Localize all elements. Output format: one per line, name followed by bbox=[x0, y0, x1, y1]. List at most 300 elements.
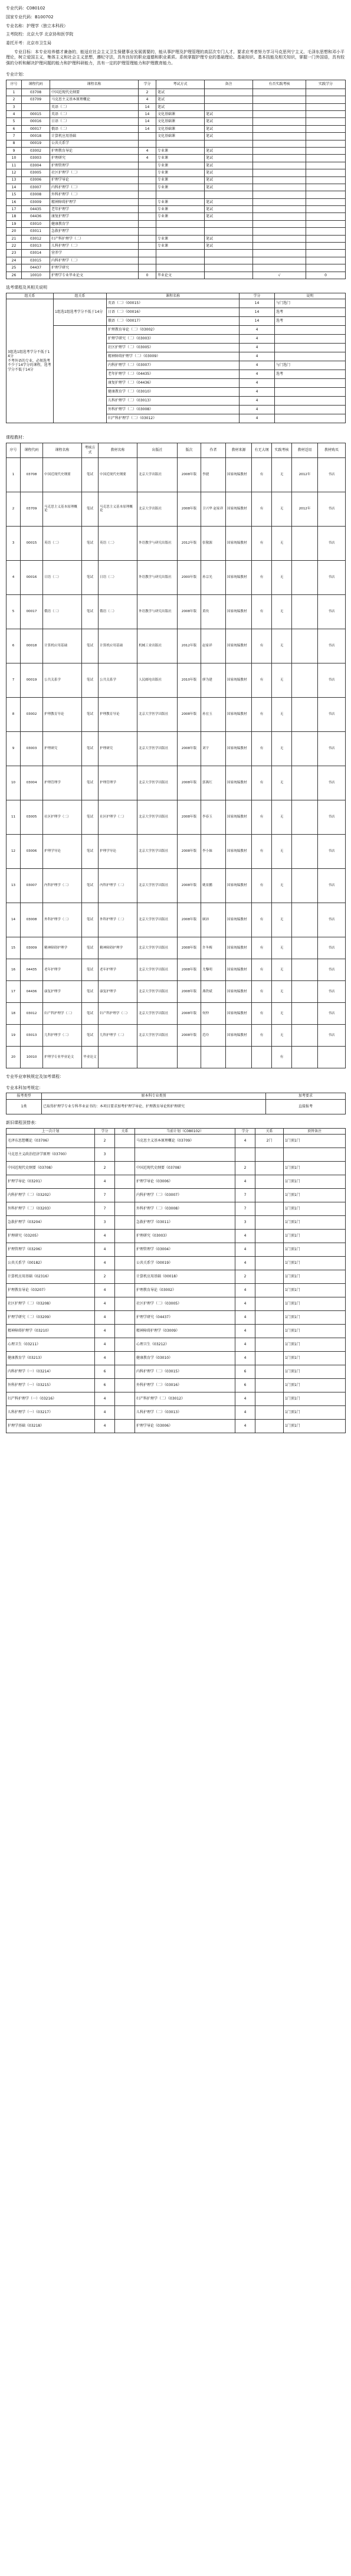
table-cell: 00016 bbox=[21, 560, 43, 594]
table-cell: 书店 bbox=[318, 766, 346, 800]
table-cell: 护理学研究（二）《03209》 bbox=[6, 1311, 95, 1325]
table-cell: 公共关系学 bbox=[99, 663, 137, 697]
table-cell: 专业课 bbox=[156, 162, 205, 169]
column-header: 教材适用 bbox=[292, 443, 318, 457]
table-cell: 计算机应用基础《00018》 bbox=[135, 1270, 235, 1284]
table-cell bbox=[306, 184, 346, 191]
table-cell: 笔试 bbox=[82, 697, 99, 731]
table-cell: 儿科护理学（二）《03013》 bbox=[135, 1406, 235, 1420]
table-cell: 4 bbox=[235, 1297, 255, 1311]
table-cell: 1类 bbox=[6, 1099, 42, 1114]
table-cell: 1门顶1门 bbox=[284, 1352, 346, 1365]
table-cell: 笔试 bbox=[156, 96, 205, 103]
course-note: 选考 bbox=[275, 317, 346, 326]
table-cell: 笔试 bbox=[205, 118, 253, 125]
table-cell: 护理管理学《03004》 bbox=[135, 1243, 235, 1257]
table-cell: 有 bbox=[252, 834, 272, 868]
table-row bbox=[6, 526, 346, 560]
table-cell: 4 bbox=[95, 1175, 115, 1189]
table-cell: 有 bbox=[252, 1002, 272, 1024]
table-cell bbox=[292, 526, 318, 560]
table-row bbox=[6, 326, 346, 335]
table-cell: 笔试 bbox=[82, 766, 99, 800]
table-cell bbox=[253, 96, 306, 103]
table-cell: 03013 bbox=[21, 1024, 43, 1046]
course-credit: 4 bbox=[240, 361, 275, 370]
table-cell: 外科护理学（二）《03016》 bbox=[135, 1379, 235, 1392]
table-row bbox=[6, 663, 346, 697]
table-cell: 书店 bbox=[318, 594, 346, 629]
table-cell: 1门顶1门 bbox=[284, 1135, 346, 1148]
table-cell bbox=[115, 1392, 135, 1406]
table-cell bbox=[306, 89, 346, 96]
table-cell bbox=[253, 220, 306, 227]
table-cell: 内科护理学（二）《03202》 bbox=[6, 1189, 95, 1202]
table-cell bbox=[139, 235, 156, 242]
table-cell: 精神障碍护理学 bbox=[50, 198, 139, 205]
table-cell: 卫兴华 赵家祥 bbox=[201, 492, 226, 526]
table-cell: 7 bbox=[6, 663, 21, 697]
table-row bbox=[6, 96, 346, 103]
table-cell: 公共关系学 bbox=[43, 663, 82, 697]
table-cell: 急救护理学《03011》 bbox=[135, 1216, 235, 1230]
table-cell: 12 bbox=[6, 834, 21, 868]
table-cell: 书店 bbox=[318, 980, 346, 1002]
table-cell: 00017 bbox=[21, 594, 43, 629]
table-cell bbox=[253, 103, 306, 110]
table-cell: 笔试 bbox=[82, 731, 99, 766]
table-cell: 计算机应用基础 bbox=[50, 133, 139, 140]
table-cell bbox=[139, 228, 156, 235]
table-cell: 无 bbox=[272, 1024, 292, 1046]
table-cell: 护理教育导论 bbox=[43, 697, 82, 731]
table-cell: 7 bbox=[6, 133, 22, 140]
table-row bbox=[6, 89, 346, 96]
table-cell bbox=[205, 103, 253, 110]
table-row bbox=[6, 959, 346, 980]
table-row bbox=[6, 980, 346, 1002]
table-cell: 4 bbox=[6, 110, 22, 117]
table-cell: 专业课 bbox=[156, 198, 205, 205]
table-cell: 4 bbox=[235, 1338, 255, 1352]
table-cell: 英语（二） bbox=[50, 110, 139, 117]
table-cell: 3 bbox=[235, 1216, 255, 1230]
table-cell bbox=[178, 1046, 201, 1068]
table-cell: 俄语（二） bbox=[43, 594, 82, 629]
course-credit: 4 bbox=[240, 344, 275, 352]
table-cell: 6 bbox=[235, 1365, 255, 1379]
table-cell: 护理学导论《03006》 bbox=[135, 1175, 235, 1189]
table-cell: 4 bbox=[235, 1230, 255, 1243]
table-cell: 23 bbox=[6, 250, 22, 257]
table-cell: 笔试 bbox=[82, 663, 99, 697]
table-cell: 03709 bbox=[22, 96, 50, 103]
column-header: 关系 bbox=[115, 1128, 135, 1135]
table-cell: 笔试 bbox=[82, 492, 99, 526]
table-cell: 护理教育导论《03002》 bbox=[135, 1284, 235, 1297]
course-name: 健康教育学（二）《03010》 bbox=[107, 388, 240, 397]
table-cell bbox=[255, 1230, 284, 1243]
table-cell: 内科护理学（二）《03015》 bbox=[135, 1365, 235, 1379]
table-cell: 21 bbox=[6, 235, 22, 242]
table-cell: 护理教育导论 bbox=[99, 697, 137, 731]
table-cell: 健康教育学 bbox=[50, 220, 139, 227]
table-cell: 直接报考 bbox=[266, 1099, 346, 1114]
transfer-title: 新旧课程顶替表： bbox=[6, 1120, 39, 1125]
table-cell: 2008年版 bbox=[178, 697, 201, 731]
graduation-subtitle: 专业本科加考规定： bbox=[6, 1085, 43, 1090]
table-cell bbox=[253, 140, 306, 147]
table-cell: 2008年版 bbox=[178, 492, 201, 526]
table-row bbox=[6, 629, 346, 663]
table-cell: 精神障碍护理学 bbox=[43, 937, 82, 959]
table-cell bbox=[156, 228, 205, 235]
table-cell bbox=[226, 1046, 252, 1068]
table-cell: 康复护理学 bbox=[43, 980, 82, 1002]
table-cell: 尤黎明 bbox=[201, 959, 226, 980]
transfer-table bbox=[6, 1128, 346, 1434]
table-cell: 英语（二） bbox=[43, 526, 82, 560]
table-cell: 内科护理学（二） bbox=[50, 184, 139, 191]
table-cell: 4 bbox=[235, 1135, 255, 1148]
table-cell: 4 bbox=[235, 1284, 255, 1297]
table-cell: 无 bbox=[272, 937, 292, 959]
table-cell: 1门顶1门 bbox=[284, 1420, 346, 1433]
table-cell bbox=[115, 1406, 135, 1420]
textbooks-title: 课程教材： bbox=[6, 435, 27, 440]
table-cell: 笔试 bbox=[82, 457, 99, 492]
table-row bbox=[6, 1365, 346, 1379]
table-cell: 国家统编教材 bbox=[226, 800, 252, 834]
table-cell: 护理研究《03003》 bbox=[135, 1230, 235, 1243]
table-cell: 有 bbox=[252, 980, 272, 1002]
table-cell: 社区护理学（二） bbox=[99, 800, 137, 834]
table-cell: 03008 bbox=[21, 903, 43, 937]
table-cell: 专业课 bbox=[156, 147, 205, 154]
table-cell bbox=[306, 147, 346, 154]
table-cell bbox=[115, 1338, 135, 1352]
table-cell: 03007 bbox=[21, 868, 43, 903]
table-cell bbox=[306, 133, 346, 140]
column-header: 版次 bbox=[178, 443, 201, 457]
table-row bbox=[6, 155, 346, 162]
table-cell: 2012年 bbox=[292, 492, 318, 526]
table-row bbox=[6, 235, 346, 242]
table-cell: 社区护理学（二） bbox=[43, 800, 82, 834]
table-cell bbox=[306, 140, 346, 147]
table-cell bbox=[255, 1311, 284, 1325]
table-cell: 00018 bbox=[22, 133, 50, 140]
table-cell: 2 bbox=[95, 1270, 115, 1284]
table-cell: 专业课 bbox=[156, 206, 205, 213]
table-cell: 03708 bbox=[21, 457, 43, 492]
table-cell: 25 bbox=[6, 264, 22, 272]
table-row bbox=[6, 594, 346, 629]
table-cell bbox=[156, 191, 205, 198]
table-cell: 外语教学与研究出版社 bbox=[137, 560, 178, 594]
table-cell: 笔试 bbox=[205, 125, 253, 132]
table-cell: √ bbox=[253, 272, 306, 279]
table-cell bbox=[292, 629, 318, 663]
table-cell: 书店 bbox=[318, 629, 346, 663]
table-cell: 书店 bbox=[318, 800, 346, 834]
table-cell: 有 bbox=[252, 731, 272, 766]
table-cell: 中国近现代史纲要 bbox=[99, 457, 137, 492]
table-cell bbox=[205, 228, 253, 235]
table-cell: 2 bbox=[6, 96, 22, 103]
table-cell: 8 bbox=[6, 697, 21, 731]
table-cell bbox=[139, 250, 156, 257]
table-cell: 已取得护理学专业专科毕业证书的：本项目要求加考护理学导论、护理教育导论和护理研究 bbox=[42, 1099, 266, 1114]
table-cell: 4 bbox=[139, 147, 156, 154]
meta-value: 北京大学 北京协和医学院 bbox=[27, 32, 74, 37]
table-cell: 1门顶1门 bbox=[284, 1162, 346, 1175]
table-cell: 妇产科护理学（二）《03012》 bbox=[135, 1392, 235, 1406]
table-cell: 4 bbox=[235, 1257, 255, 1270]
table-cell bbox=[306, 220, 346, 227]
table-cell: 2012年版 bbox=[178, 526, 201, 560]
table-cell: 2008年版 bbox=[178, 959, 201, 980]
table-row bbox=[6, 492, 346, 526]
table-cell: 笔试 bbox=[82, 594, 99, 629]
table-cell: 孙宏玉 bbox=[201, 697, 226, 731]
table-cell: 无 bbox=[272, 492, 292, 526]
group-rule: 3组选1组选考学分不低于14分 不考外语的专业，必须选考不少于14学分的课程，选考学分不低于14分 bbox=[6, 299, 54, 423]
table-cell: 社区护理学（二）《03005》 bbox=[135, 1297, 235, 1311]
table-cell: 书店 bbox=[318, 1024, 346, 1046]
table-row bbox=[6, 1002, 346, 1024]
table-cell: 2012年版 bbox=[178, 629, 201, 663]
meta-line bbox=[6, 6, 345, 11]
table-cell: 燕铁斌 bbox=[201, 980, 226, 1002]
table-cell bbox=[115, 1270, 135, 1284]
table-row bbox=[6, 198, 346, 205]
table-cell: 1门顶1门 bbox=[284, 1230, 346, 1243]
table-cell: 3 bbox=[6, 103, 22, 110]
table-cell bbox=[255, 1352, 284, 1365]
course-name: 外科护理学（二）《03008》 bbox=[107, 406, 240, 414]
table-cell bbox=[139, 206, 156, 213]
table-cell bbox=[253, 250, 306, 257]
table-cell: 4 bbox=[95, 1338, 115, 1352]
table-cell: 英语（二） bbox=[99, 526, 137, 560]
table-cell: 老年护理学 bbox=[50, 206, 139, 213]
table-cell: 书店 bbox=[318, 731, 346, 766]
table-cell: 许冬梅 bbox=[201, 937, 226, 959]
table-cell bbox=[115, 1135, 135, 1148]
table-cell: 1门顶1门 bbox=[284, 1243, 346, 1257]
table-row bbox=[6, 191, 346, 198]
column-header: 说明 bbox=[275, 293, 346, 299]
table-cell: 4 bbox=[95, 1284, 115, 1297]
table-cell: 有 bbox=[252, 629, 272, 663]
table-cell: 国家统编教材 bbox=[226, 526, 252, 560]
table-cell: 护理学导论 bbox=[43, 834, 82, 868]
meta-label: 专业名称： bbox=[6, 23, 27, 28]
table-cell: 6 bbox=[6, 125, 22, 132]
table-cell: 2008年版 bbox=[178, 937, 201, 959]
table-row bbox=[6, 1379, 346, 1392]
meta-label: 委托开考： bbox=[6, 41, 27, 45]
table-cell: 4 bbox=[95, 1406, 115, 1420]
course-note bbox=[275, 388, 346, 397]
table-cell: 03002 bbox=[21, 697, 43, 731]
table-cell: 北京大学医学出版社 bbox=[137, 959, 178, 980]
plan-title: 专业计划： bbox=[6, 72, 27, 77]
table-row bbox=[6, 457, 346, 492]
table-cell bbox=[306, 191, 346, 198]
table-cell: 03708 bbox=[22, 89, 50, 96]
table-row bbox=[6, 272, 346, 279]
table-cell: 外语教学与研究出版社 bbox=[137, 526, 178, 560]
table-cell bbox=[306, 110, 346, 117]
table-cell: 护理学导论《03006》 bbox=[135, 1420, 235, 1433]
table-cell: 笔试 bbox=[205, 206, 253, 213]
table-cell: 2012年 bbox=[292, 457, 318, 492]
course-credit: 4 bbox=[240, 397, 275, 406]
table-cell: 2008年版 bbox=[178, 594, 201, 629]
table-cell: 国家统编教材 bbox=[226, 868, 252, 903]
table-cell bbox=[306, 228, 346, 235]
table-cell: 00019 bbox=[21, 663, 43, 697]
table-cell: 国家统编教材 bbox=[226, 731, 252, 766]
table-cell bbox=[255, 1216, 284, 1230]
column-header: 作者 bbox=[201, 443, 226, 457]
course-note bbox=[275, 397, 346, 406]
table-cell bbox=[135, 1148, 235, 1162]
column-header: 关系 bbox=[255, 1128, 284, 1135]
table-cell: 4 bbox=[95, 1257, 115, 1270]
table-cell: 有 bbox=[252, 492, 272, 526]
table-row bbox=[6, 766, 346, 800]
table-cell: 外科护理学（二） bbox=[43, 903, 82, 937]
table-cell: 社区护理学（二） bbox=[50, 169, 139, 176]
table-cell: 笔试 bbox=[205, 213, 253, 220]
table-row bbox=[6, 133, 346, 140]
table-cell: 17 bbox=[6, 980, 21, 1002]
table-cell bbox=[139, 133, 156, 140]
table-cell bbox=[115, 1162, 135, 1175]
table-cell: 北京大学医学出版社 bbox=[137, 731, 178, 766]
table-cell: 4 bbox=[235, 1406, 255, 1420]
course-credit: 4 bbox=[240, 370, 275, 379]
table-cell: 有 bbox=[252, 663, 272, 697]
table-cell: 姚景鹏 bbox=[201, 868, 226, 903]
course-note bbox=[275, 379, 346, 388]
table-cell bbox=[139, 191, 156, 198]
table-cell: 北京大学医学出版社 bbox=[137, 937, 178, 959]
course-credit: 4 bbox=[240, 406, 275, 414]
table-row bbox=[6, 937, 346, 959]
table-cell: 有 bbox=[252, 903, 272, 937]
table-cell: 2010年版 bbox=[178, 663, 201, 697]
table-cell: 00017 bbox=[22, 125, 50, 132]
table-cell bbox=[292, 731, 318, 766]
column-header: 组关系 bbox=[54, 293, 107, 299]
table-cell: 1门顶1门 bbox=[284, 1325, 346, 1338]
table-cell bbox=[137, 1046, 178, 1068]
table-cell bbox=[139, 220, 156, 227]
table-cell: 外科护理学（二）《03203》 bbox=[6, 1202, 95, 1216]
table-cell: 国家统编教材 bbox=[226, 834, 252, 868]
table-row bbox=[6, 1311, 346, 1325]
table-cell: 03009 bbox=[21, 937, 43, 959]
table-cell: 15 bbox=[6, 191, 22, 198]
table-cell: 何仲 bbox=[201, 1002, 226, 1024]
course-credit: 4 bbox=[240, 388, 275, 397]
table-cell bbox=[255, 1406, 284, 1420]
table-cell bbox=[253, 155, 306, 162]
table-cell: 1门顶1门 bbox=[284, 1216, 346, 1230]
table-cell: 03010 bbox=[22, 220, 50, 227]
table-cell: 4 bbox=[235, 1311, 255, 1325]
table-cell bbox=[156, 140, 205, 147]
table-cell bbox=[255, 1365, 284, 1379]
table-cell: 6 bbox=[235, 1379, 255, 1392]
table-cell: 4 bbox=[235, 1352, 255, 1365]
table-row bbox=[6, 1202, 346, 1216]
table-cell: 专业课 bbox=[156, 169, 205, 176]
course-note: 与门选门 bbox=[275, 299, 346, 308]
table-cell: 无 bbox=[272, 1002, 292, 1024]
table-cell: 14 bbox=[139, 125, 156, 132]
table-cell: 国家统编教材 bbox=[226, 457, 252, 492]
table-cell: 赵家祥 bbox=[201, 629, 226, 663]
table-cell: 计算机应用基础 bbox=[43, 629, 82, 663]
electives-table bbox=[6, 293, 346, 424]
table-row bbox=[6, 834, 346, 868]
table-cell: 03709 bbox=[21, 492, 43, 526]
table-cell: 4 bbox=[235, 1243, 255, 1257]
table-cell: 2008年版 bbox=[178, 1024, 201, 1046]
table-cell: 妇产科护理学（二） bbox=[43, 1002, 82, 1024]
table-cell: 妇产科护理学（二） bbox=[50, 235, 139, 242]
table-row bbox=[6, 1175, 346, 1189]
table-cell bbox=[306, 206, 346, 213]
course-note bbox=[275, 406, 346, 414]
table-cell: 无 bbox=[272, 457, 292, 492]
table-cell bbox=[253, 191, 306, 198]
table-cell: 4 bbox=[95, 1243, 115, 1257]
table-cell bbox=[253, 125, 306, 132]
table-cell: 护理研究《03205》 bbox=[6, 1230, 95, 1243]
table-cell: 中国近现代史纲要《03708》 bbox=[135, 1162, 235, 1175]
table-cell: 书店 bbox=[318, 457, 346, 492]
table-cell bbox=[253, 133, 306, 140]
table-cell: 书店 bbox=[318, 959, 346, 980]
column-header: 学分 bbox=[240, 293, 275, 299]
table-cell: 13 bbox=[6, 868, 21, 903]
course-note: 选考 bbox=[275, 308, 346, 317]
course-note: 选考 bbox=[275, 370, 346, 379]
table-cell: 妇产科护理学（二） bbox=[99, 1002, 137, 1024]
table-cell: 毕业论文 bbox=[82, 1046, 99, 1068]
table-cell: 心理卫生《03211》 bbox=[6, 1338, 95, 1352]
table-cell: 03015 bbox=[22, 257, 50, 264]
meta-label: 专业代码： bbox=[6, 6, 27, 11]
table-cell bbox=[115, 1311, 135, 1325]
table-cell: 文化基础课 bbox=[156, 110, 205, 117]
table-cell bbox=[284, 1148, 346, 1162]
table-cell bbox=[115, 1379, 135, 1392]
table-cell: 4 bbox=[139, 96, 156, 103]
table-cell: 书店 bbox=[318, 663, 346, 697]
table-cell: 1门顶1门 bbox=[284, 1202, 346, 1216]
table-cell: 内科护理学（二） bbox=[99, 868, 137, 903]
table-cell bbox=[205, 96, 253, 103]
table-cell: 4 bbox=[235, 1420, 255, 1433]
table-cell: 有 bbox=[252, 457, 272, 492]
